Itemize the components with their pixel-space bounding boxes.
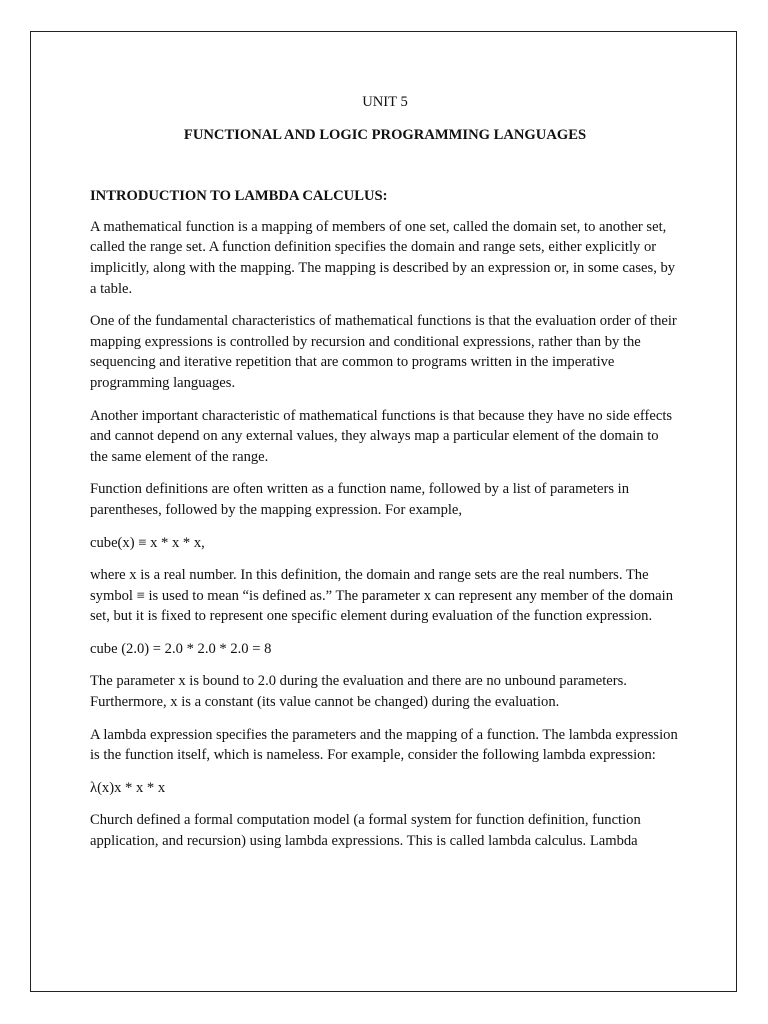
paragraph-function-definition: A mathematical function is a mapping of members of one set, called the domain set, to another set, called the range set. A function definition specifies the domain and range sets, either explicitly or implicitly, along with the mapping. The mapping is described by an expression or, in some cases, by a table. <box>90 218 676 297</box>
unit-label: UNIT 5 <box>362 94 408 110</box>
formula-cube-evaluation: cube (2.0) = 2.0 * 2.0 * 2.0 = 8 <box>90 640 272 657</box>
formula-cube-definition: cube(x) ≡ x * x * x, <box>90 534 205 551</box>
chapter-title: FUNCTIONAL AND LOGIC PROGRAMMING LANGUAGES <box>183 126 587 143</box>
paragraph-bound-parameter: The parameter x is bound to 2.0 during the evaluation and there are no unbound parameters. Furthermore, x is a constant (its value cannot be changed) during the evaluation. <box>90 673 627 711</box>
paragraph-function-notation: Function definitions are often written as a function name, followed by a list of parameters in parentheses, followed by the mapping expression. For example, <box>90 481 630 518</box>
document-body <box>90 90 680 852</box>
section-heading: INTRODUCTION TO LAMBDA CALCULUS: <box>90 188 388 205</box>
paragraph-no-side-effects: Another important characteristic of mathematical functions is that because they have no side effects and cannot depend on any external values, they always map a particular element of the domain to the same element of the range. <box>90 407 673 465</box>
formula-lambda: λ(x)x * x * x <box>90 779 166 796</box>
paragraph-evaluation-order: One of the fundamental characteristics of mathematical functions is that the evaluation order of their mapping expressions is controlled by recursion and conditional expressions, rather than by the sequencing and iterative repetition that are common to programs written in the imperative programming languages. <box>90 313 677 391</box>
paragraph-lambda-expression: A lambda expression specifies the parameters and the mapping of a function. The lambda expression is the function itself, which is nameless. For example, consider the following lambda expression: <box>90 726 678 764</box>
paragraph-domain-explanation: where x is a real number. In this definition, the domain and range sets are the real numbers. The symbol ≡ is used to mean “is defined as.” The parameter x can represent any member of the domain set, but it is fixed to represent one specific element during evaluation of the function expression. <box>90 567 674 625</box>
paragraph-lambda-calculus: Church defined a formal computation model (a formal system for function definition, function application, and recursion) using lambda expressions. This is called lambda calculus. Lambda <box>90 812 641 850</box>
